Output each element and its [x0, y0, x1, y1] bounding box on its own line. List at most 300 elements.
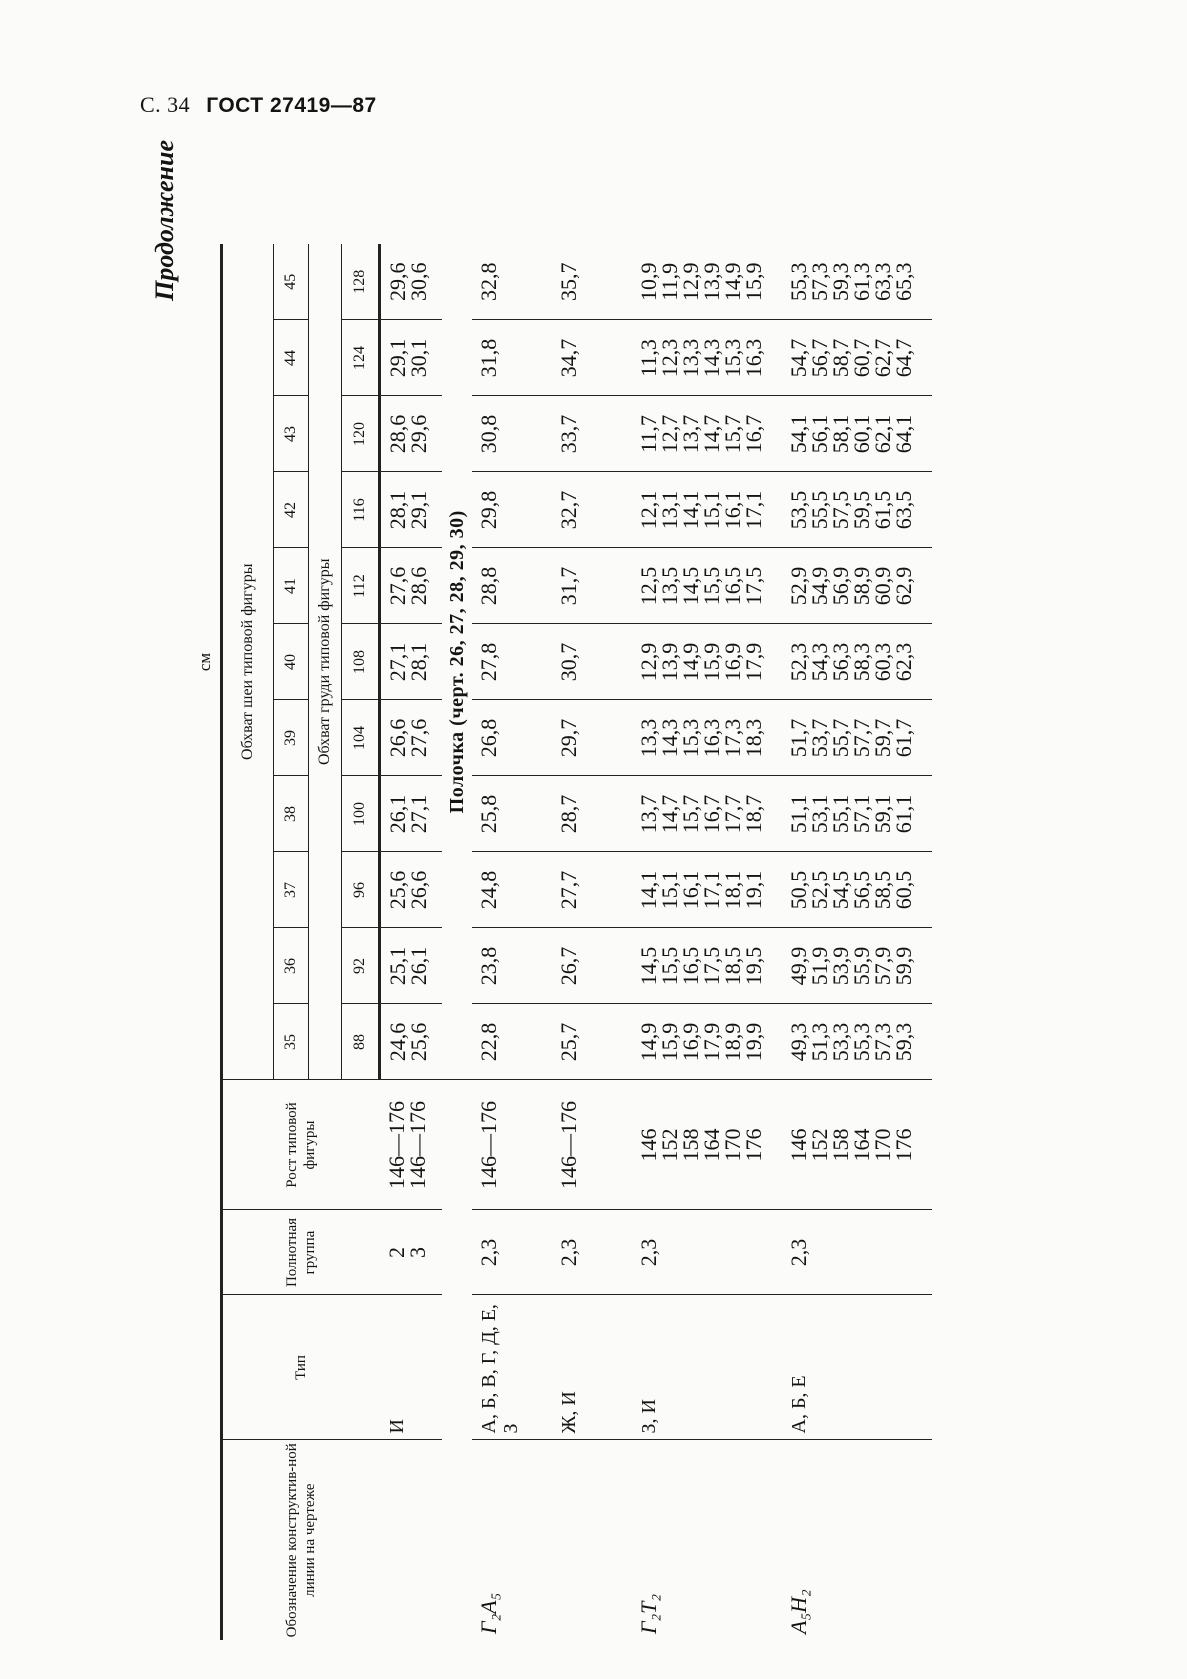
value-line: 55,3 — [848, 1022, 874, 1062]
height-value — [555, 1081, 581, 1210]
value-cell — [782, 320, 932, 396]
value-cell — [632, 396, 782, 472]
value — [475, 853, 501, 928]
value-line: 27,8 — [475, 642, 501, 682]
value-line: 35,7 — [555, 262, 581, 301]
value-line: 28,8 — [475, 566, 501, 606]
fullness-value — [555, 1211, 581, 1295]
value-line: 29,1 — [406, 490, 431, 530]
value-line: 51,9 — [806, 946, 832, 986]
value-line: 63,3 — [869, 262, 895, 301]
chest-size-92: 92 — [342, 928, 380, 1004]
value — [785, 625, 916, 700]
height-value-line: 170 — [719, 1128, 745, 1162]
value-line: 34,7 — [555, 338, 581, 378]
unit-label: см — [195, 652, 214, 672]
value-line: 14,7 — [698, 414, 724, 454]
value-line: 27,1 — [385, 642, 410, 682]
value-line: 13,3 — [635, 718, 661, 758]
value-line: 12,3 — [656, 338, 682, 378]
value-cell — [472, 396, 552, 472]
value-line: 11,7 — [635, 415, 661, 453]
value-line: 54,3 — [806, 642, 832, 682]
value — [785, 473, 916, 548]
fullness-cell — [782, 1210, 932, 1295]
value-line: 26,1 — [385, 794, 410, 834]
value-cell — [380, 548, 442, 624]
value — [785, 321, 916, 396]
height-value-line: 146 — [635, 1128, 661, 1162]
value-line: 13,7 — [635, 794, 661, 834]
neck-size-43: 43 — [274, 396, 309, 472]
value-line: 14,3 — [656, 718, 682, 758]
value-line: 16,1 — [677, 870, 703, 910]
value-line: 11,9 — [656, 262, 682, 301]
section-blank — [442, 1080, 472, 1640]
fullness-value-line: 2,3 — [785, 1238, 811, 1267]
table-row — [552, 244, 632, 1640]
value — [635, 853, 766, 928]
value-line: 10,9 — [635, 262, 661, 301]
value-line: 23,8 — [475, 946, 501, 986]
value — [785, 929, 916, 1004]
value-line: 57,7 — [848, 718, 874, 758]
height-value — [383, 1081, 430, 1210]
value-line: 52,5 — [806, 870, 832, 910]
value-line: 56,5 — [848, 870, 874, 910]
table-row — [782, 244, 932, 1640]
value-cell — [380, 244, 442, 320]
value-cell — [472, 244, 552, 320]
col-fullness: Полнотная группа — [222, 1210, 380, 1295]
chest-size-108: 108 — [342, 624, 380, 700]
value-line: 53,9 — [827, 946, 853, 986]
value — [635, 549, 766, 624]
value-line: 26,6 — [385, 718, 410, 758]
value-cell — [552, 928, 632, 1004]
table-row — [472, 244, 552, 1640]
value-cell — [552, 624, 632, 700]
value-cell — [632, 548, 782, 624]
fullness-value-line: 2 — [383, 1247, 409, 1258]
value-line: 57,9 — [869, 946, 895, 986]
neck-size-37: 37 — [274, 852, 309, 928]
height-value-line: 146—176 — [383, 1101, 409, 1189]
value-cell — [782, 624, 932, 700]
neck-size-35: 35 — [274, 1004, 309, 1080]
value-line: 13,3 — [677, 338, 703, 378]
value-line: 19,9 — [740, 1022, 766, 1062]
value — [387, 473, 429, 548]
value — [387, 549, 429, 624]
designation-cell — [552, 1440, 632, 1640]
fullness-value-line: 3 — [404, 1247, 430, 1258]
value-cell — [632, 928, 782, 1004]
value-line: 30,1 — [406, 338, 431, 378]
value-line: 26,7 — [555, 946, 581, 986]
rotated-table-area — [150, 140, 1070, 1640]
value-cell — [632, 700, 782, 776]
value-line: 54,5 — [827, 870, 853, 910]
value-line: 17,1 — [740, 490, 766, 530]
value-line: 51,1 — [785, 794, 811, 834]
value-line: 12,9 — [677, 262, 703, 301]
value-line: 55,9 — [848, 946, 874, 986]
value-line: 28,6 — [385, 414, 410, 454]
value-line: 25,7 — [555, 1022, 581, 1062]
value-cell — [380, 1004, 442, 1080]
value-line: 57,3 — [806, 262, 832, 301]
value-line: 49,9 — [785, 946, 811, 986]
value-line: 14,3 — [698, 338, 724, 378]
value-line: 15,5 — [698, 566, 724, 606]
value-line: 14,9 — [677, 642, 703, 682]
value-line: 61,5 — [869, 490, 895, 530]
value-line: 55,3 — [785, 262, 811, 301]
height-value — [635, 1081, 766, 1210]
value-line: 58,9 — [848, 566, 874, 606]
height-value-line: 152 — [806, 1128, 832, 1162]
height-value — [785, 1081, 916, 1210]
value — [555, 777, 581, 852]
value-cell — [472, 1004, 552, 1080]
value — [387, 1005, 429, 1080]
value-line: 54,9 — [806, 566, 832, 606]
value — [475, 1005, 501, 1080]
value-cell — [472, 928, 552, 1004]
value-line: 15,7 — [677, 794, 703, 834]
value-line: 15,5 — [656, 946, 682, 986]
value-cell — [552, 852, 632, 928]
neck-size-39: 39 — [274, 700, 309, 776]
value-line: 55,1 — [827, 794, 853, 834]
value-line: 53,7 — [806, 718, 832, 758]
value-line: 12,1 — [635, 490, 661, 530]
value-cell — [632, 1004, 782, 1080]
value-cell — [782, 928, 932, 1004]
value-line: 19,1 — [740, 870, 766, 910]
value — [387, 701, 429, 776]
value-cell — [552, 700, 632, 776]
value-line: 16,5 — [677, 946, 703, 986]
value-line: 15,9 — [698, 642, 724, 682]
height-value-line: 164 — [698, 1128, 724, 1162]
chest-size-96: 96 — [342, 852, 380, 928]
value-line: 14,1 — [677, 490, 703, 530]
value — [785, 853, 916, 928]
value — [475, 321, 501, 396]
value — [555, 701, 581, 776]
value-line: 29,1 — [385, 338, 410, 378]
value — [555, 244, 581, 320]
value-line: 13,9 — [656, 642, 682, 682]
fullness-value-line: 2,3 — [635, 1238, 661, 1267]
designation-cell: А₅Н₂ — [782, 1440, 932, 1640]
fullness-value-line: 2,3 — [475, 1238, 501, 1267]
value — [785, 244, 916, 320]
height-value-line: 146 — [785, 1128, 811, 1162]
value-line: 15,3 — [719, 338, 745, 378]
value-line: 61,1 — [890, 794, 916, 834]
value — [387, 397, 429, 472]
value-line: 24,6 — [385, 1022, 410, 1062]
value-line: 51,3 — [806, 1022, 832, 1062]
value-line: 26,6 — [406, 870, 431, 910]
value — [635, 929, 766, 1004]
value — [555, 549, 581, 624]
value-line: 60,5 — [890, 870, 916, 910]
value — [475, 929, 501, 1004]
value-line: 13,9 — [698, 262, 724, 301]
value-line: 27,7 — [555, 870, 581, 910]
value-line: 60,7 — [848, 338, 874, 378]
height-value-line: 152 — [656, 1128, 682, 1162]
value — [635, 701, 766, 776]
value-line: 65,3 — [890, 262, 916, 301]
value — [475, 777, 501, 852]
value-line: 59,3 — [827, 262, 853, 301]
value-line: 12,5 — [635, 566, 661, 606]
value-cell — [782, 472, 932, 548]
value-line: 57,5 — [827, 490, 853, 530]
value-line: 14,1 — [635, 870, 661, 910]
value — [475, 701, 501, 776]
value-line: 25,6 — [406, 1022, 431, 1062]
value — [635, 321, 766, 396]
value-cell — [380, 320, 442, 396]
height-value-line: 164 — [848, 1128, 874, 1162]
value-line: 17,7 — [719, 794, 745, 834]
height-cell — [380, 1080, 442, 1210]
type-cell: И — [380, 1295, 442, 1440]
value-line: 61,3 — [848, 262, 874, 301]
height-value — [475, 1081, 501, 1210]
value-line: 15,7 — [719, 414, 745, 454]
value-line: 16,7 — [740, 414, 766, 454]
value-line: 16,3 — [740, 338, 766, 378]
value-cell — [632, 776, 782, 852]
value-line: 27,6 — [406, 718, 431, 758]
value-line: 52,9 — [785, 566, 811, 606]
fullness-value-line: 2,3 — [555, 1238, 581, 1267]
height-cell — [472, 1080, 552, 1210]
value-line: 62,3 — [890, 642, 916, 682]
height-cell — [782, 1080, 932, 1210]
value-cell — [380, 700, 442, 776]
height-value-line: 176 — [890, 1128, 916, 1162]
value — [785, 701, 916, 776]
value-line: 58,1 — [827, 414, 853, 454]
type-cell: З, И — [632, 1295, 782, 1440]
value-cell — [632, 852, 782, 928]
table-row — [632, 244, 782, 1640]
col-type: Тип — [222, 1295, 380, 1440]
value-line: 64,7 — [890, 338, 916, 378]
value-line: 58,7 — [827, 338, 853, 378]
height-value-line: 146—176 — [555, 1101, 581, 1189]
value-line: 59,9 — [890, 946, 916, 986]
value — [635, 1005, 766, 1080]
value-line: 15,9 — [656, 1022, 682, 1062]
value-cell — [552, 320, 632, 396]
value — [635, 397, 766, 472]
value — [387, 244, 429, 320]
value-line: 26,1 — [406, 946, 431, 986]
height-cell — [552, 1080, 632, 1210]
value-line: 19,5 — [740, 946, 766, 986]
value-line: 29,7 — [555, 718, 581, 758]
value-line: 58,5 — [869, 870, 895, 910]
value-line: 11,3 — [635, 339, 661, 377]
value-cell — [472, 472, 552, 548]
value-line: 18,3 — [740, 718, 766, 758]
value-cell — [552, 776, 632, 852]
value-line: 16,5 — [719, 566, 745, 606]
value-line: 54,7 — [785, 338, 811, 378]
chest-size-124: 124 — [342, 320, 380, 396]
value-line: 12,9 — [635, 642, 661, 682]
value-cell — [632, 320, 782, 396]
value-line: 22,8 — [475, 1022, 501, 1062]
value — [387, 777, 429, 852]
value — [555, 929, 581, 1004]
chest-size-104: 104 — [342, 700, 380, 776]
value-line: 16,9 — [719, 642, 745, 682]
value-line: 32,7 — [555, 490, 581, 530]
value-line: 31,7 — [555, 566, 581, 606]
value-cell — [380, 624, 442, 700]
value-line: 59,3 — [890, 1022, 916, 1062]
value — [785, 777, 916, 852]
table-row — [380, 244, 442, 1640]
value-cell — [472, 700, 552, 776]
fullness-value — [785, 1211, 811, 1295]
value-line: 29,6 — [406, 414, 431, 454]
value-line: 32,8 — [475, 262, 501, 301]
value-line: 14,7 — [656, 794, 682, 834]
value-line: 14,5 — [677, 566, 703, 606]
section-title: Полочка (черт. 26, 27, 28, 29, 30) — [445, 510, 468, 814]
value — [387, 625, 429, 700]
value — [635, 625, 766, 700]
value-cell — [552, 472, 632, 548]
value-line: 16,9 — [677, 1022, 703, 1062]
designation-cell: Г₂А₅ — [472, 1440, 552, 1640]
value — [475, 473, 501, 548]
value-cell — [472, 624, 552, 700]
value-line: 14,5 — [635, 946, 661, 986]
value-cell — [782, 1004, 932, 1080]
value-line: 29,6 — [385, 262, 410, 301]
value-cell — [472, 320, 552, 396]
value-cell — [380, 928, 442, 1004]
value — [555, 1005, 581, 1080]
value-line: 17,9 — [740, 642, 766, 682]
value — [555, 625, 581, 700]
chest-size-112: 112 — [342, 548, 380, 624]
value-line: 17,5 — [698, 946, 724, 986]
value-line: 16,3 — [698, 718, 724, 758]
value — [555, 473, 581, 548]
value-line: 14,9 — [719, 262, 745, 301]
value-line: 61,7 — [890, 718, 916, 758]
value-line: 18,1 — [719, 870, 745, 910]
value-line: 18,7 — [740, 794, 766, 834]
value-cell — [632, 472, 782, 548]
value-line: 50,5 — [785, 870, 811, 910]
fullness-value — [635, 1211, 661, 1295]
height-value-line: 158 — [677, 1128, 703, 1162]
continuation-label: Продолжение — [150, 140, 179, 301]
value-cell — [782, 776, 932, 852]
neck-size-36: 36 — [274, 928, 309, 1004]
value-line: 29,8 — [475, 490, 501, 530]
fullness-cell — [472, 1210, 552, 1295]
value-cell — [380, 396, 442, 472]
value-line: 56,1 — [806, 414, 832, 454]
value-line: 18,9 — [719, 1022, 745, 1062]
col-height: Рост типовой фигуры — [222, 1080, 380, 1210]
height-value-line: 146—176 — [475, 1101, 501, 1189]
value-line: 60,3 — [869, 642, 895, 682]
value-cell — [782, 852, 932, 928]
value-line: 15,1 — [698, 490, 724, 530]
value-line: 60,1 — [848, 414, 874, 454]
value-line: 28,6 — [406, 566, 431, 606]
value — [635, 777, 766, 852]
value — [785, 397, 916, 472]
value-line: 25,8 — [475, 794, 501, 834]
value-line: 30,7 — [555, 642, 581, 682]
value-line: 52,3 — [785, 642, 811, 682]
value-line: 62,7 — [869, 338, 895, 378]
value-cell — [782, 700, 932, 776]
value — [785, 549, 916, 624]
value-cell — [552, 396, 632, 472]
value-line: 28,1 — [406, 642, 431, 682]
chest-group-header: Обхват груди типовой фигуры — [309, 244, 342, 1080]
value-cell — [782, 548, 932, 624]
value-cell — [472, 776, 552, 852]
value-line: 27,6 — [385, 566, 410, 606]
value — [635, 244, 766, 320]
value-line: 59,1 — [869, 794, 895, 834]
value-line: 59,5 — [848, 490, 874, 530]
neck-size-40: 40 — [274, 624, 309, 700]
value-cell — [782, 396, 932, 472]
value — [475, 549, 501, 624]
value-line: 60,9 — [869, 566, 895, 606]
value-line: 27,1 — [406, 794, 431, 834]
value-line: 53,5 — [785, 490, 811, 530]
chest-size-100: 100 — [342, 776, 380, 852]
value — [555, 853, 581, 928]
value — [387, 321, 429, 396]
designation-cell: Г₂Т₂ — [632, 1440, 782, 1640]
value-line: 62,1 — [869, 414, 895, 454]
value-line: 56,7 — [806, 338, 832, 378]
value-line: 49,3 — [785, 1022, 811, 1062]
measurement-table — [190, 244, 932, 1640]
value-cell — [552, 548, 632, 624]
value-line: 24,8 — [475, 870, 501, 910]
value — [635, 473, 766, 548]
value — [387, 853, 429, 928]
value-cell — [552, 244, 632, 320]
designation-cell — [380, 1440, 442, 1640]
value-line: 51,7 — [785, 718, 811, 758]
value-line: 63,5 — [890, 490, 916, 530]
